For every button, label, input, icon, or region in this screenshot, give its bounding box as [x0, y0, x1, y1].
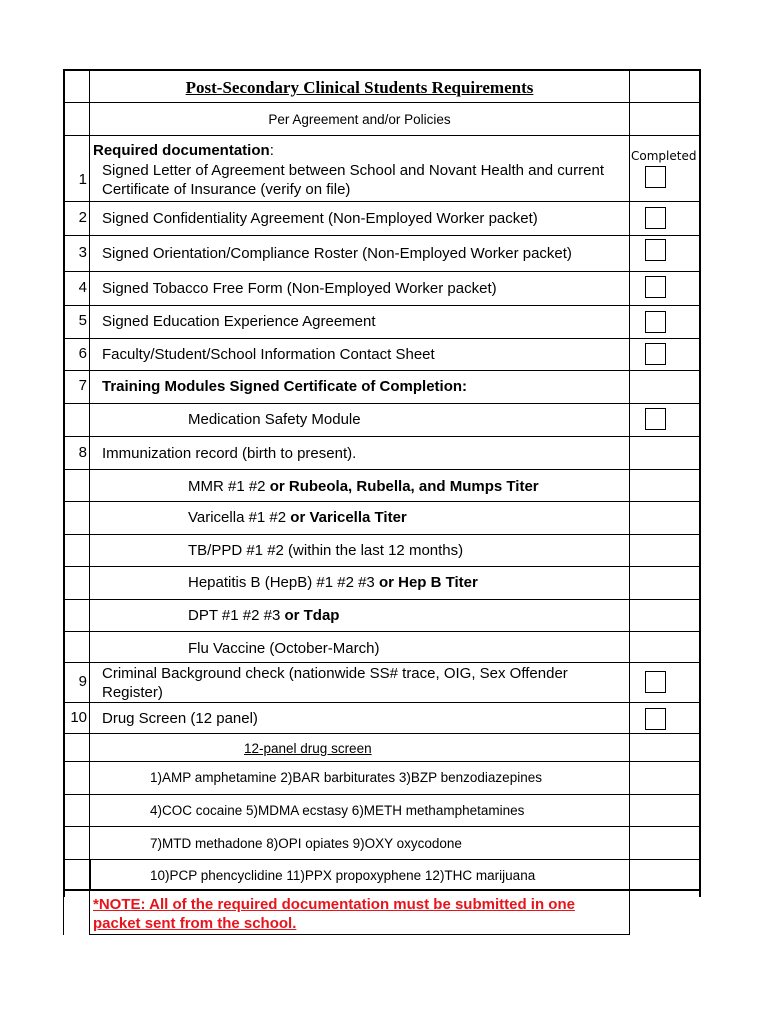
immunization-row — [63, 470, 701, 502]
item-10-checkbox[interactable] — [645, 708, 666, 730]
drug-panel-header-row — [63, 734, 701, 762]
item-1-checkbox[interactable] — [645, 166, 666, 188]
item-row-5 — [63, 306, 701, 339]
immunization-text: Hepatitis B (HepB) #1 #2 #3 or Hep B Titer — [188, 574, 478, 591]
item-number: 3 — [78, 244, 87, 261]
item-number: 5 — [78, 312, 87, 329]
item-number: 8 — [78, 444, 87, 461]
item-row-4 — [63, 272, 701, 306]
item-text: Criminal Background check (nationwide SS# trace, OIG, Sex Offender Register) — [102, 665, 568, 701]
required-documentation-heading: Required documentation: — [93, 142, 274, 159]
item-number: 1 — [78, 171, 87, 188]
item-2-checkbox[interactable] — [645, 207, 666, 229]
item-text: Training Modules Signed Certificate of Completion: — [102, 378, 468, 395]
item-number: 4 — [78, 279, 87, 296]
requirements-form — [63, 69, 701, 935]
drug-panel-row — [63, 860, 701, 891]
immunization-row — [63, 600, 701, 632]
item-text: Drug Screen (12 panel) — [102, 710, 258, 727]
items-block — [63, 136, 701, 163]
item-text: Signed Education Experience Agreement — [102, 313, 376, 330]
title-row — [63, 69, 701, 103]
drug-panel-row — [63, 762, 701, 795]
item-number: 10 — [70, 709, 87, 726]
immunization-text: DPT #1 #2 #3 or Tdap — [188, 607, 340, 624]
item-text: Immunization record (birth to present). — [102, 445, 357, 462]
item-row-3 — [63, 236, 701, 272]
item-text: Signed Confidentiality Agreement (Non-Employed Worker packet) — [102, 210, 538, 227]
item-row-9 — [63, 663, 701, 703]
drug-panel-row — [63, 795, 701, 827]
item-number: 6 — [78, 345, 87, 362]
drug-panel-line: 7)MTD methadone 8)OPI opiates 9)OXY oxycodone — [150, 836, 462, 851]
page-title: Post-Secondary Clinical Students Requirements — [185, 78, 534, 97]
item-text: Signed Letter of Agreement between School and Novant Health and current Certificate of Insurance (verify on file) — [102, 162, 604, 198]
training-module-checkbox[interactable] — [645, 408, 666, 430]
immunization-text: Varicella #1 #2 or Varicella Titer — [188, 509, 407, 526]
note-row — [63, 891, 701, 935]
immunization-row — [63, 567, 701, 600]
immunization-text: TB/PPD #1 #2 (within the last 12 months) — [188, 542, 464, 559]
item-6-checkbox[interactable] — [645, 343, 666, 365]
training-module-text: Medication Safety Module — [188, 411, 361, 428]
item-number: 2 — [78, 209, 87, 226]
subtitle: Per Agreement and/or Policies — [268, 112, 451, 127]
immunization-text: Flu Vaccine (October-March) — [188, 640, 380, 657]
subtitle-row — [63, 103, 701, 136]
drug-panel-line: 1)AMP amphetamine 2)BAR barbiturates 3)BZP benzodiazepines — [150, 770, 542, 785]
immunization-row — [63, 502, 701, 535]
item-row-10 — [63, 703, 701, 734]
outer-border-right — [699, 69, 701, 897]
immunization-text: MMR #1 #2 or Rubeola, Rubella, and Mumps Titer — [188, 478, 539, 495]
item-text: Faculty/Student/School Information Contact Sheet — [102, 346, 435, 363]
item-number: 9 — [78, 673, 87, 690]
item-row-1 — [63, 160, 701, 202]
item-5-checkbox[interactable] — [645, 311, 666, 333]
drug-panel-row — [63, 827, 701, 860]
item-row-8 — [63, 437, 701, 470]
drug-panel-line: 4)COC cocaine 5)MDMA ecstasy 6)METH methamphetamines — [150, 803, 525, 818]
item-row-7 — [63, 371, 701, 404]
submission-note: *NOTE: All of the required documentation must be submitted in one packet sent from the school. — [93, 896, 575, 932]
drug-panel-header: 12-panel drug screen — [244, 741, 372, 756]
item-9-checkbox[interactable] — [645, 671, 666, 693]
completed-column-header: Completed — [631, 149, 697, 163]
outer-border-left — [63, 69, 65, 897]
item-row-6 — [63, 339, 701, 371]
item-4-checkbox[interactable] — [645, 276, 666, 298]
item-text: Signed Orientation/Compliance Roster (Non-Employed Worker packet) — [102, 245, 572, 262]
training-module-row — [63, 404, 701, 437]
immunization-row — [63, 535, 701, 567]
item-text: Signed Tobacco Free Form (Non-Employed Worker packet) — [102, 280, 497, 297]
item-3-checkbox[interactable] — [645, 239, 666, 261]
drug-panel-line: 10)PCP phencyclidine 11)PPX propoxyphene 12)THC marijuana — [150, 868, 536, 883]
item-number: 7 — [78, 377, 87, 394]
item-row-2 — [63, 202, 701, 236]
immunization-row — [63, 632, 701, 663]
